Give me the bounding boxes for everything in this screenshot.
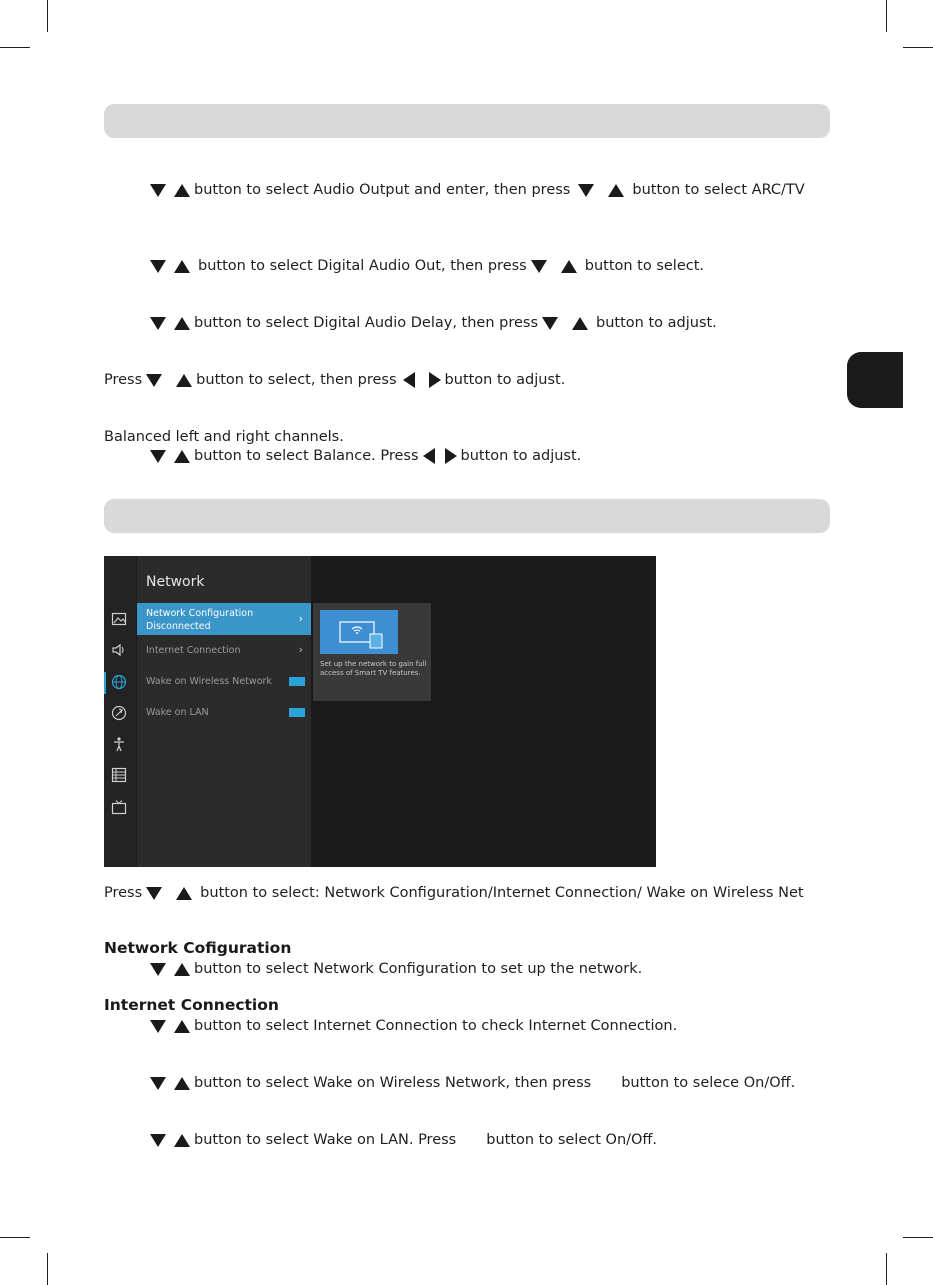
tv-menu-title: Network bbox=[146, 574, 205, 590]
crop-mark bbox=[47, 1253, 48, 1285]
up-arrow-icon bbox=[176, 374, 192, 387]
menu-item-label: Network Configuration bbox=[146, 608, 254, 619]
instruction-text: button to selece On/Off. bbox=[621, 1075, 796, 1091]
right-arrow-icon bbox=[445, 448, 457, 464]
instruction-text: button to select ARC/TV bbox=[632, 182, 805, 198]
sound-icon bbox=[111, 642, 127, 658]
instruction-line bbox=[146, 446, 581, 466]
instruction-line bbox=[104, 427, 344, 447]
crop-mark bbox=[0, 47, 30, 48]
checkbox-icon[interactable] bbox=[289, 708, 305, 717]
menu-item-network-configuration[interactable] bbox=[137, 603, 311, 635]
crop-mark bbox=[903, 1237, 933, 1238]
down-arrow-icon bbox=[542, 317, 558, 330]
up-arrow-icon bbox=[561, 260, 577, 273]
instruction-line bbox=[146, 1073, 795, 1093]
section-header-bar bbox=[104, 104, 830, 138]
down-arrow-icon bbox=[150, 184, 166, 197]
instruction-line bbox=[104, 370, 565, 390]
instruction-text: button to select Digital Audio Delay, then press bbox=[194, 315, 539, 331]
up-arrow-icon bbox=[608, 184, 624, 197]
info-card bbox=[313, 603, 431, 701]
instruction-text: button to select Internet Connection to check Internet Connection. bbox=[194, 1018, 678, 1034]
up-arrow-icon bbox=[174, 450, 190, 463]
instruction-line bbox=[104, 883, 804, 903]
accessibility-icon bbox=[111, 736, 127, 752]
instruction-text: Press bbox=[104, 372, 143, 388]
instruction-text: Balanced left and right channels. bbox=[104, 429, 344, 445]
crop-mark bbox=[886, 1253, 887, 1285]
crop-mark bbox=[0, 1237, 30, 1238]
picture-icon bbox=[111, 611, 127, 627]
instruction-text: button to adjust. bbox=[596, 315, 717, 331]
instruction-text: button to select On/Off. bbox=[486, 1132, 658, 1148]
instruction-text: button to select Audio Output and enter, then press bbox=[194, 182, 571, 198]
up-arrow-icon bbox=[174, 260, 190, 273]
general-icon bbox=[111, 705, 127, 721]
left-arrow-icon bbox=[403, 372, 415, 388]
section-heading: Internet Connection bbox=[104, 996, 279, 1014]
crop-mark bbox=[903, 47, 933, 48]
up-arrow-icon bbox=[174, 1077, 190, 1090]
list-icon bbox=[111, 767, 127, 783]
instruction-text: Press bbox=[104, 885, 143, 901]
up-arrow-icon bbox=[174, 184, 190, 197]
up-arrow-icon bbox=[572, 317, 588, 330]
down-arrow-icon bbox=[150, 317, 166, 330]
menu-item-label: Wake on Wireless Network bbox=[146, 676, 272, 687]
up-arrow-icon bbox=[176, 887, 192, 900]
down-arrow-icon bbox=[150, 1077, 166, 1090]
instruction-text: button to select Wake on Wireless Network, then press bbox=[194, 1075, 592, 1091]
down-arrow-icon bbox=[150, 1134, 166, 1147]
down-arrow-icon bbox=[146, 887, 162, 900]
instruction-text: button to select Wake on LAN. Press bbox=[194, 1132, 457, 1148]
down-arrow-icon bbox=[150, 963, 166, 976]
instruction-text: button to adjust. bbox=[444, 372, 566, 388]
instruction-line bbox=[146, 313, 717, 333]
menu-item-label: Internet Connection bbox=[146, 645, 241, 656]
checkbox-icon[interactable] bbox=[289, 677, 305, 686]
network-illustration bbox=[320, 610, 398, 654]
menu-item-internet-connection[interactable] bbox=[137, 645, 311, 659]
instruction-text: button to select: Network Configuration/Internet Connection/ Wake on Wireless Net bbox=[200, 885, 804, 901]
instruction-line bbox=[146, 1016, 677, 1036]
network-icon bbox=[111, 674, 127, 690]
section-header-bar bbox=[104, 499, 830, 533]
info-description: Set up the network to gain full access of Smart TV features. bbox=[320, 660, 427, 677]
instruction-text: button to select, then press bbox=[196, 372, 397, 388]
menu-item-wake-on-wireless[interactable] bbox=[137, 676, 311, 690]
down-arrow-icon bbox=[150, 450, 166, 463]
down-arrow-icon bbox=[531, 260, 547, 273]
up-arrow-icon bbox=[174, 1020, 190, 1033]
menu-item-wake-on-lan[interactable] bbox=[137, 707, 311, 721]
chevron-right-icon: › bbox=[298, 643, 303, 656]
instruction-text: button to adjust. bbox=[460, 448, 582, 464]
channel-icon bbox=[111, 799, 127, 815]
instruction-line bbox=[146, 1130, 657, 1150]
menu-item-status: Disconnected bbox=[146, 621, 211, 632]
down-arrow-icon bbox=[146, 374, 162, 387]
down-arrow-icon bbox=[578, 184, 594, 197]
down-arrow-icon bbox=[150, 1020, 166, 1033]
up-arrow-icon bbox=[174, 317, 190, 330]
up-arrow-icon bbox=[174, 963, 190, 976]
instruction-text: button to select Digital Audio Out, then press bbox=[198, 258, 527, 274]
up-arrow-icon bbox=[174, 1134, 190, 1147]
crop-mark bbox=[47, 0, 48, 32]
crop-mark bbox=[886, 0, 887, 32]
down-arrow-icon bbox=[150, 260, 166, 273]
instruction-text: button to select Balance. Press bbox=[194, 448, 419, 464]
side-tab bbox=[847, 352, 903, 408]
right-arrow-icon bbox=[429, 372, 441, 388]
tv-menu-screenshot bbox=[104, 556, 656, 867]
section-heading: Network Cofiguration bbox=[104, 939, 292, 957]
menu-item-label: Wake on LAN bbox=[146, 707, 209, 718]
rail-selection-indicator bbox=[104, 672, 106, 694]
instruction-text: button to select Network Configuration to set up the network. bbox=[194, 961, 643, 977]
instruction-line bbox=[146, 256, 704, 276]
chevron-right-icon: › bbox=[298, 612, 303, 625]
instruction-text: button to select. bbox=[584, 258, 705, 274]
instruction-line bbox=[146, 959, 642, 979]
instruction-line bbox=[146, 180, 805, 200]
left-arrow-icon bbox=[423, 448, 435, 464]
